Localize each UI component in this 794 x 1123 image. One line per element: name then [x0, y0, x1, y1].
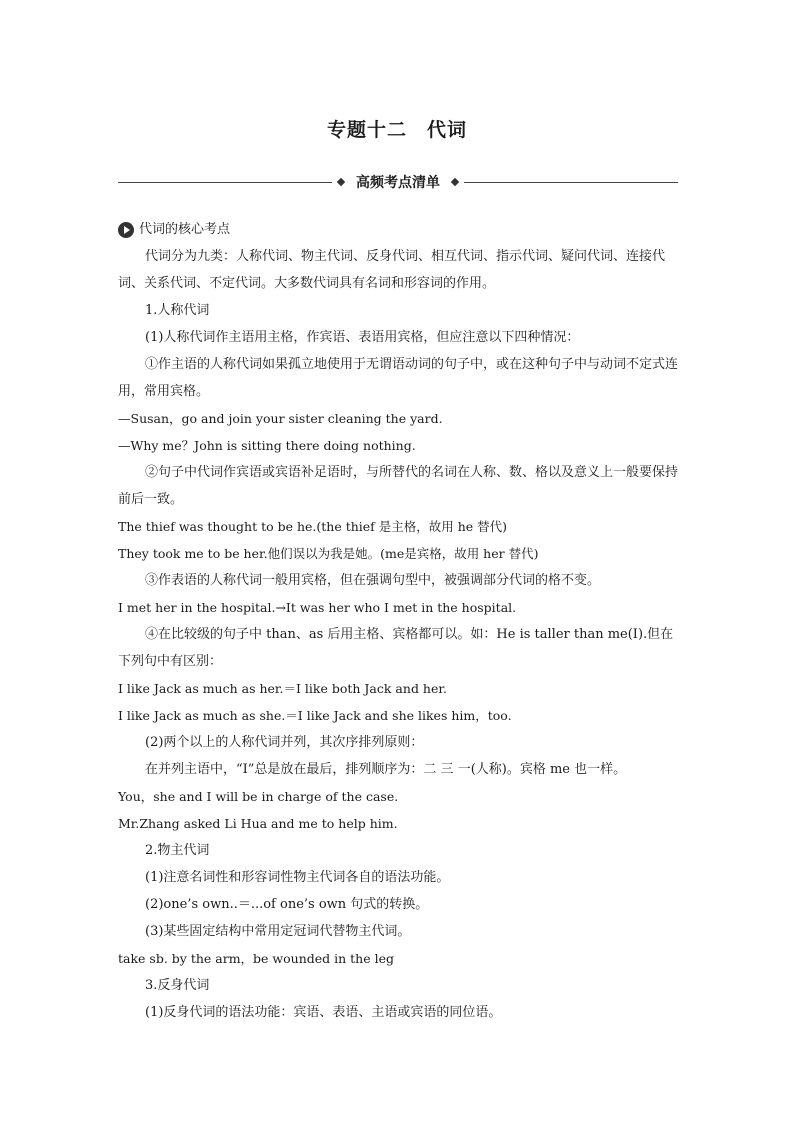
- paragraph: (1)人称代词作主语用主格，作宾语、表语用宾格，但应注意以下四种情况：: [145, 330, 580, 345]
- paragraph: 1.人称代词: [145, 303, 210, 318]
- example-sentence: You，she and I will be in charge of the case.: [118, 789, 399, 804]
- example-sentence: I met her in the hospital.→It was her who I met in the hospital.: [118, 600, 517, 615]
- paragraph: (1)反身代词的语法功能：宾语、表语、主语或宾语的同位语。: [145, 1005, 502, 1020]
- diamond-icon: [451, 178, 459, 186]
- paragraph: 代词分为九类：人称代词、物主代词、反身代词、相互代词、指示代词、疑问代词、连接代词、关系代词、不定代词。大多数代词具有名词和形容词的作用。: [118, 249, 666, 291]
- paragraph: ②句子中代词作宾语或宾语补足语时，与所替代的名词在人称、数、格以及意义上一般要保持前后一致。: [118, 465, 679, 507]
- paragraph: (3)某些固定结构中常用定冠词代替物主代词。: [145, 924, 411, 939]
- example-sentence: I like Jack as much as her.＝I like both Jack and her.: [118, 681, 447, 696]
- paragraph-list: [118, 243, 678, 1026]
- example-sentence: take sb. by the arm，be wounded in the leg: [118, 951, 394, 966]
- example-sentence: —Susan，go and join your sister cleaning the yard.: [118, 411, 443, 426]
- example-sentence: Mr.Zhang asked Li Hua and me to help him.: [118, 816, 398, 831]
- paragraph: (2)one’s own..＝...of one’s own 句式的转换。: [145, 897, 429, 912]
- section-heading: [118, 216, 678, 243]
- example-sentence: The thief was thought to be he.(the thief 是主格，故用 he 替代): [118, 519, 508, 534]
- example-sentence: I like Jack as much as she.＝I like Jack and she likes him，too.: [118, 708, 512, 723]
- paragraph: ①作主语的人称代词如果孤立地使用于无谓语动词的句子中，或在这种句子中与动词不定式连用，常用宾格。: [118, 357, 679, 399]
- section-banner: [118, 170, 678, 194]
- banner-rule-left: [118, 182, 332, 183]
- paragraph: 2.物主代词: [145, 843, 210, 858]
- section-heading-text: 代词的核心考点: [139, 222, 231, 237]
- paragraph: 在并列主语中，“I”总是放在最后，排列顺序为：二 三 一(人称)。宾格 me 也一样。: [145, 762, 627, 777]
- play-icon: [118, 222, 134, 238]
- paragraph: (2)两个以上的人称代词并列，其次序排列原则：: [145, 735, 424, 750]
- document-body: [118, 216, 678, 1026]
- banner-title: 高频考点清单: [356, 175, 440, 191]
- example-sentence: —Why me？John is sitting there doing nothing.: [118, 438, 416, 453]
- paragraph: ④在比较级的句子中 than、as 后用主格、宾格都可以。如：He is taller than me(I).但在下列句中有区别：: [118, 627, 674, 669]
- diamond-icon: [337, 178, 345, 186]
- paragraph: ③作表语的人称代词一般用宾格，但在强调句型中，被强调部分代词的格不变。: [145, 573, 601, 588]
- banner-rule-right: [464, 182, 678, 183]
- page-title: 专题十二 代词: [326, 119, 467, 141]
- paragraph: 3.反身代词: [145, 978, 210, 993]
- example-sentence: They took me to be her.他们误以为我是她。(me是宾格，故用 her 替代): [118, 546, 539, 561]
- paragraph: (1)注意名词性和形容词性物主代词各自的语法功能。: [145, 870, 450, 885]
